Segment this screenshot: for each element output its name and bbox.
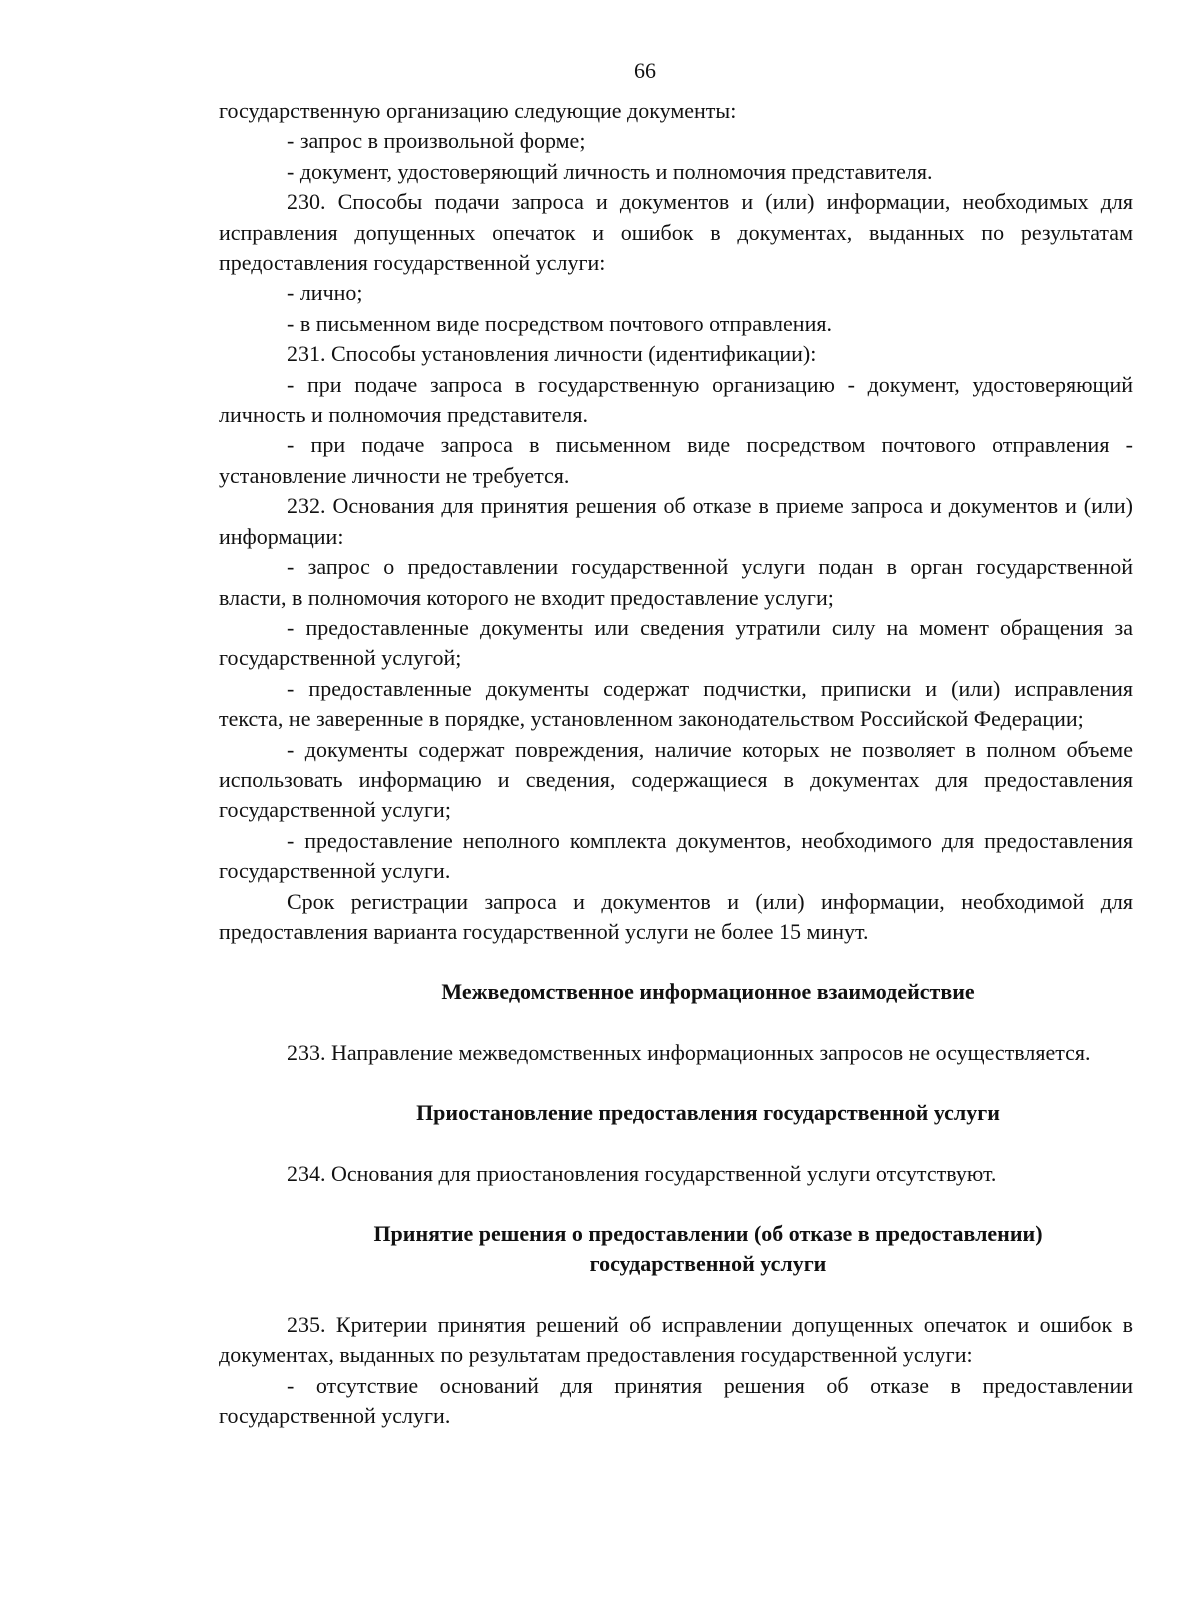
spacer	[219, 1189, 1133, 1219]
list-item: - предоставление неполного комплекта документов, необходимого для предоставления государственной услуги.	[219, 827, 1133, 884]
list-item: - документы содержат повреждения, наличие которых не позволяет в полном объеме использовать информацию и сведения, содержащиеся в документах для предоставления государственной услуги;	[219, 736, 1133, 823]
section-heading-decision-line1: Принятие решения о предоставлении (об отказе в предоставлении)	[373, 1221, 1043, 1246]
paragraph-231: 231. Способы установления личности (идентификации):	[287, 341, 817, 367]
section-heading-interagency: Межведомственное информационное взаимодействие	[441, 979, 975, 1005]
spacer	[219, 1068, 1133, 1098]
paragraph: государственную организацию следующие документы:	[219, 98, 737, 123]
paragraph-235: 235. Критерии принятия решений об исправлении допущенных опечаток и ошибок в документах, выданных по результатам предоставления государственной услуги:	[219, 1311, 1133, 1368]
paragraph-234: 234. Основания для приостановления государственной услуги отсутствуют.	[287, 1160, 997, 1186]
page-number: 66	[634, 58, 656, 83]
list-item: - предоставленные документы или сведения утратили силу на момент обращения за государственной услугой;	[219, 614, 1133, 671]
paragraph: Срок регистрации запроса и документов и (или) информации, необходимой для предоставления варианта государственной услуги не более 15 минут.	[219, 888, 1133, 944]
paragraph-232: 232. Основания для принятия решения об отказе в приеме запроса и документов и (или) информации:	[219, 493, 1133, 549]
list-item: - предоставленные документы содержат подчистки, приписки и (или) исправления текста, не заверенные в порядке, установленном законодательством Российской Федерации;	[219, 675, 1133, 732]
paragraph-233: 233. Направление межведомственных информационных запросов не осуществляется.	[287, 1039, 1091, 1065]
list-item: - лично;	[287, 280, 363, 306]
spacer	[219, 1129, 1133, 1159]
list-item: - при подаче запроса в государственную организацию - документ, удостоверяющий личность и полномочия представителя.	[219, 371, 1133, 428]
list-item: - документ, удостоверяющий личность и полномочия представителя.	[287, 158, 933, 184]
paragraph-230: 230. Способы подачи запроса и документов и (или) информации, необходимых для исправления допущенных опечаток и ошибок в документах, выданных по результатам предоставления государственной услуги:	[219, 189, 1133, 276]
list-item: - отсутствие оснований для принятия решения об отказе в предоставлении государственной услуги.	[219, 1372, 1133, 1429]
list-item: - запрос в произвольной форме;	[287, 128, 586, 154]
list-item: - запрос о предоставлении государственной услуги подан в орган государственной власти, в полномочия которого не входит предоставление услуги;	[219, 554, 1133, 610]
list-item: - в письменном виде посредством почтового отправления.	[287, 310, 832, 336]
section-heading-suspension: Приостановление предоставления государственной услуги	[416, 1100, 1000, 1126]
spacer	[219, 1008, 1133, 1038]
document-body	[219, 96, 1133, 1431]
spacer	[219, 1280, 1133, 1310]
list-item: - при подаче запроса в письменном виде посредством почтового отправления - установление личности не требуется.	[219, 432, 1133, 488]
spacer	[219, 947, 1133, 977]
section-heading-decision-line2: государственной услуги	[589, 1251, 827, 1277]
